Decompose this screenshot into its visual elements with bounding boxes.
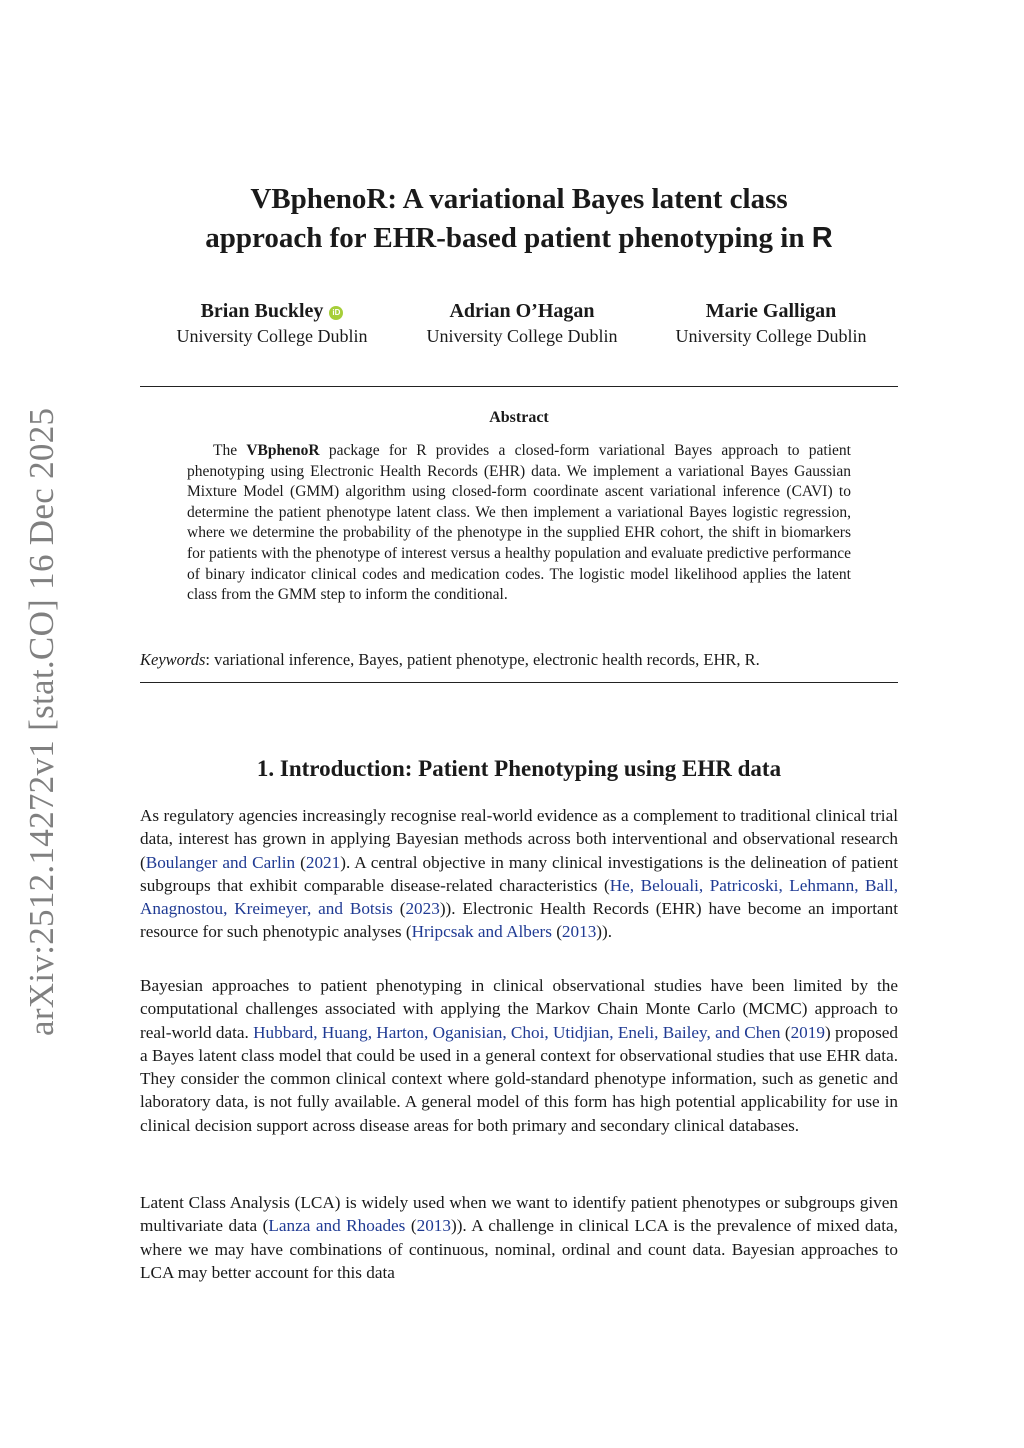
author-block bbox=[140, 298, 898, 358]
citation-year-link[interactable]: 2013 bbox=[561, 922, 597, 942]
author-2 bbox=[397, 298, 647, 348]
author-name: Adrian O’Hagan bbox=[449, 300, 595, 322]
author-1 bbox=[147, 298, 397, 348]
citation-link[interactable]: Hripcsak and Albers bbox=[411, 922, 552, 942]
author-name: Marie Galligan bbox=[705, 300, 837, 322]
citation-link[interactable]: Lanza and Rhoades bbox=[268, 1216, 406, 1236]
citation-link[interactable]: Hubbard, Huang, Harton, Oganisian, Choi, Utidjian, Eneli, Bailey, and Chen bbox=[253, 1022, 781, 1042]
citation-year-link[interactable]: 2019 bbox=[790, 1022, 825, 1042]
author-affiliation: University College Dublin bbox=[675, 326, 867, 346]
keywords-label: Keywords bbox=[140, 650, 206, 669]
abstract-heading: Abstract bbox=[489, 409, 549, 426]
title-line-2: approach for EHR-based patient phenotyping in bbox=[205, 222, 812, 254]
author-name: Brian Buckley bbox=[200, 300, 324, 322]
package-name: VBphenoR bbox=[246, 442, 320, 459]
section-heading: 1. Introduction: Patient Phenotyping using EHR data bbox=[256, 756, 782, 781]
keywords-list: : variational inference, Bayes, patient phenotype, electronic health records, EHR, R. bbox=[205, 650, 760, 669]
r-language-symbol: R bbox=[811, 222, 833, 254]
author-affiliation: University College Dublin bbox=[426, 326, 618, 346]
orcid-icon[interactable]: iD bbox=[329, 306, 343, 320]
arxiv-side-label: arXiv:2512.14272v1 [stat.CO] 16 Dec 2025 bbox=[22, 407, 61, 1036]
keywords bbox=[140, 649, 898, 671]
citation-year-link[interactable]: 2013 bbox=[416, 1216, 451, 1236]
author-3 bbox=[646, 298, 896, 348]
top-divider bbox=[140, 386, 898, 387]
bottom-divider bbox=[140, 682, 898, 683]
paragraph-1: As regulatory agencies increasingly recognise real-world evidence as a complement to traditional clinical trial data, interest has grown in applying Bayesian methods across both interventional and observational research (Boulanger and Carlin (2021). A central objective in many clinical investigations is the delineation of patient subgroups that exhibit comparable disease-related characteristics (He, Belouali, Patricoski, Lehmann, Ball, Anagnostou, Kreimeyer, and Botsis (2023)). Electronic Health Records (EHR) have become an important resource for such phenotypic analyses (Hripcsak and Albers (2013)). bbox=[140, 806, 899, 942]
citation-year-link[interactable]: 2023 bbox=[405, 899, 440, 919]
paragraph-2: Bayesian approaches to patient phenotyping in clinical observational studies have been limited by the computational challenges associated with applying the Markov Chain Monte Carlo (MCMC) approach to real-world data. Hubbard, Huang, Harton, Oganisian, Choi, Utidjian, Eneli, Bailey, and Chen (2019) proposed a Bayes latent class model that could be used in a general context for observational studies that use EHR data. They consider the common clinical context where gold-standard phenotype information, such as genetic and laboratory data, is not fully available. A general model of this form has high potential applicability for use in clinical decision support across disease areas for both primary and secondary clinical databases. bbox=[140, 976, 898, 1135]
abstract-text: The VBphenoR package for R provides a closed-form variational Bayes approach to patient phenotyping using Electronic Health Records (EHR) data. We implement a variational Bayes Gaussian Mixture Model (GMM) algorithm using closed-form coordinate ascent variational inference (CAVI) to determine the patient phenotype latent class. We then implement a variational Bayes logistic regression, where we determine the probability of the phenotype in the supplied EHR cohort, the shift in biomarkers for patients with the phenotype of interest versus a healthy population and evaluate predictive performance of binary indicator clinical codes and medication codes. The logistic model likelihood applies the latent class from the GMM step to inform the conditional. bbox=[187, 442, 851, 604]
citation-link[interactable]: He, Belouali, Patricoski, Lehmann, Ball, Anagnostou, Kreimeyer, and Botsis bbox=[140, 875, 898, 919]
title-line-1: VBphenoR: A variational Bayes latent class bbox=[250, 183, 788, 215]
citation-link[interactable]: Boulanger and Carlin bbox=[145, 852, 296, 872]
author-affiliation: University College Dublin bbox=[176, 326, 368, 346]
citation-year-link[interactable]: 2021 bbox=[305, 852, 341, 872]
paragraph-3: Latent Class Analysis (LCA) is widely used when we want to identify patient phenotypes or subgroups given multivariate data (Lanza and Rhoades (2013)). A challenge in clinical LCA is the prevalence of mixed data, where we may have combinations of continuous, nominal, ordinal and count data. Bayesian approaches to LCA may better account for this data bbox=[140, 1193, 898, 1282]
paper-title bbox=[140, 180, 898, 258]
